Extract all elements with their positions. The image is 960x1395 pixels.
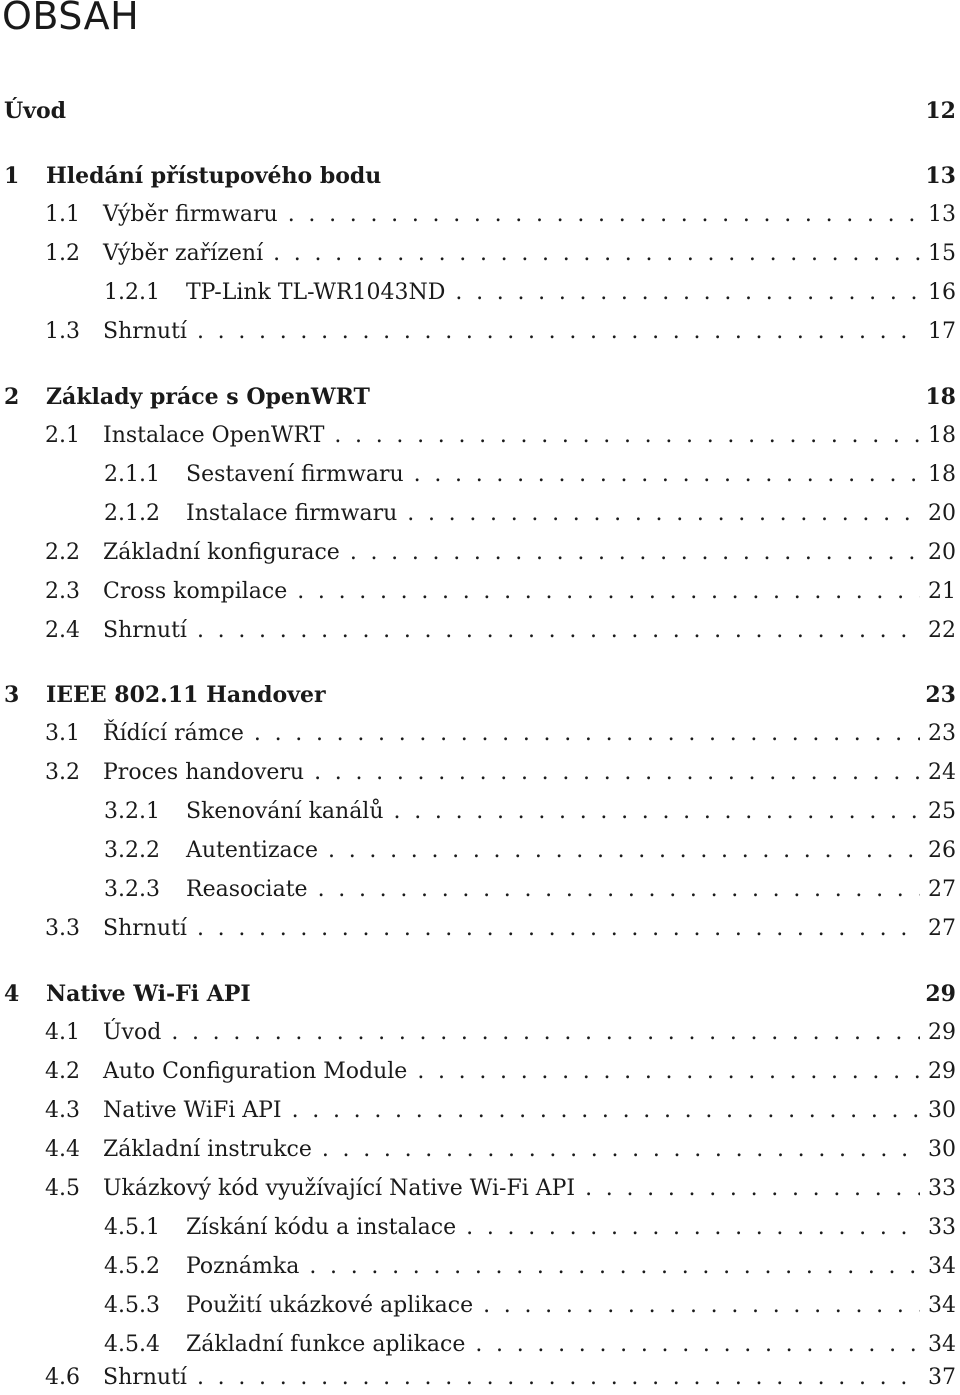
dot-leader <box>350 536 920 570</box>
toc-entry-title: Skenování kanálů <box>186 799 384 824</box>
toc-entry-page: 34 <box>928 1293 956 1318</box>
dot-leader <box>322 1133 920 1167</box>
toc-entry-page: 18 <box>925 384 956 410</box>
dot-leader <box>466 1211 920 1245</box>
toc-entry-number: 3 <box>4 682 20 708</box>
toc-entry-title: Hledání přístupového bodu <box>46 163 382 189</box>
dot-leader <box>328 834 920 868</box>
toc-entry-number: 4.4 <box>45 1137 80 1162</box>
dot-leader <box>297 575 920 609</box>
dot-leader <box>309 1250 920 1284</box>
toc-entry-4-4[interactable] <box>0 1133 956 1167</box>
toc-entry-number: 4.5.1 <box>104 1215 160 1240</box>
toc-entry-title: Ukázkový kód využívající Native Wi-Fi API <box>103 1176 576 1201</box>
toc-entry-title: Reasociate <box>186 877 308 902</box>
toc-entry-page: 16 <box>928 280 956 305</box>
toc-entry-title: Native Wi-Fi API <box>46 981 251 1007</box>
toc-entry-page: 18 <box>928 423 956 448</box>
dot-leader <box>273 237 920 271</box>
dot-leader <box>417 1055 920 1089</box>
toc-entry-page: 23 <box>928 721 956 746</box>
dot-leader <box>585 1172 920 1206</box>
toc-entry-title: Úvod <box>4 98 67 124</box>
toc-entry-2-2[interactable] <box>0 536 956 570</box>
toc-entry-page: 22 <box>928 618 956 643</box>
toc-entry-page: 26 <box>928 838 956 863</box>
toc-entry-page: 20 <box>928 540 956 565</box>
toc-entry-title: Výběr zařízení <box>103 241 264 266</box>
toc-entry-title: Poznámka <box>186 1254 300 1279</box>
dot-leader <box>254 717 920 751</box>
toc-entry-title: Úvod <box>103 1020 162 1045</box>
toc-entry-title: Sestavení firmwaru <box>186 462 404 487</box>
toc-entry-page: 29 <box>925 981 956 1007</box>
toc-entry-title: Základní instrukce <box>103 1137 312 1162</box>
toc-entry-number: 3.2.3 <box>104 877 160 902</box>
toc-entry-number: 1.3 <box>45 319 80 344</box>
toc-entry-number: 2.4 <box>45 618 80 643</box>
toc-entry-4-1[interactable] <box>0 1016 956 1050</box>
toc-entry-page: 21 <box>928 579 956 604</box>
toc-entry-title: Native WiFi API <box>103 1098 282 1123</box>
dot-leader <box>197 912 920 946</box>
toc-entry-number: 4.5.3 <box>104 1293 160 1318</box>
dot-leader <box>288 198 920 232</box>
toc-entry-number: 2 <box>4 384 20 410</box>
toc-entry-number: 1.2.1 <box>104 280 160 305</box>
toc-entry-chapter-3[interactable] <box>0 678 956 712</box>
toc-entry-3-1[interactable] <box>0 717 956 751</box>
toc-entry-page: 17 <box>928 319 956 344</box>
toc-entry-number: 3.2 <box>45 760 80 785</box>
toc-entry-2-3[interactable] <box>0 575 956 609</box>
toc-entry-title: Auto Configuration Module <box>103 1059 408 1084</box>
dot-leader <box>475 1328 920 1362</box>
toc-entry-title: Instalace firmwaru <box>186 501 398 526</box>
toc-entry-page: 33 <box>928 1176 956 1201</box>
toc-entry-number: 4.2 <box>45 1059 80 1084</box>
toc-entry-title: Použití ukázkové aplikace <box>186 1293 474 1318</box>
toc-entry-intro[interactable] <box>0 94 956 128</box>
toc-entry-page: 29 <box>928 1020 956 1045</box>
toc-entry-page: 27 <box>928 916 956 941</box>
toc-entry-1-3[interactable] <box>0 315 956 349</box>
toc-entry-page: 18 <box>928 462 956 487</box>
toc-entry-page: 30 <box>928 1098 956 1123</box>
toc-entry-3-3[interactable] <box>0 912 956 946</box>
toc-entry-number: 4.5.4 <box>104 1332 160 1357</box>
toc-entry-number: 2.1.2 <box>104 501 160 526</box>
toc-entry-4-5-4[interactable] <box>0 1328 956 1362</box>
toc-entry-4-6[interactable] <box>0 1361 956 1395</box>
toc-entry-number: 3.3 <box>45 916 80 941</box>
toc-entry-page: 33 <box>928 1215 956 1240</box>
dot-leader <box>414 458 920 492</box>
toc-entry-page: 27 <box>928 877 956 902</box>
toc-entry-page: 13 <box>925 163 956 189</box>
toc-entry-title: IEEE 802.11 Handover <box>46 682 326 708</box>
toc-entry-3-2-2[interactable] <box>0 834 956 868</box>
toc-entry-number: 2.1 <box>45 423 80 448</box>
dot-leader <box>197 614 920 648</box>
toc-entry-4-5-1[interactable] <box>0 1211 956 1245</box>
toc-entry-page: 13 <box>928 202 956 227</box>
toc-entry-page: 30 <box>928 1137 956 1162</box>
toc-entry-4-5[interactable] <box>0 1172 956 1206</box>
toc-entry-title: Proces handoveru <box>103 760 305 785</box>
page-title: OBSAH <box>2 0 140 38</box>
toc-entry-number: 4.3 <box>45 1098 80 1123</box>
toc-entry-3-2[interactable] <box>0 756 956 790</box>
toc-entry-title: Shrnutí <box>103 319 187 344</box>
toc-entry-2-4[interactable] <box>0 614 956 648</box>
dot-leader <box>292 1094 920 1128</box>
toc-entry-title: Instalace OpenWRT <box>103 423 325 448</box>
toc-entry-chapter-1[interactable] <box>0 159 956 193</box>
toc-entry-1-2-1[interactable] <box>0 276 956 310</box>
toc-entry-2-1-2[interactable] <box>0 497 956 531</box>
toc-entry-page: 20 <box>928 501 956 526</box>
toc-entry-title: Shrnutí <box>103 618 187 643</box>
toc-entry-number: 4.5.2 <box>104 1254 160 1279</box>
dot-leader <box>197 1361 920 1395</box>
toc-entry-4-5-3[interactable] <box>0 1289 956 1323</box>
toc-entry-number: 4.5 <box>45 1176 80 1201</box>
toc-entry-title: Základní funkce aplikace <box>186 1332 466 1357</box>
toc-entry-page: 25 <box>928 799 956 824</box>
toc-entry-number: 3.2.2 <box>104 838 160 863</box>
toc-entry-number: 4 <box>4 981 20 1007</box>
dot-leader <box>314 756 920 790</box>
dot-leader <box>171 1016 920 1050</box>
dot-leader <box>394 795 920 829</box>
toc-entry-title: Základní konfigurace <box>103 540 340 565</box>
dot-leader <box>407 497 920 531</box>
toc-entry-4-2[interactable] <box>0 1055 956 1089</box>
toc-entry-1-2[interactable] <box>0 237 956 271</box>
toc-entry-number: 2.3 <box>45 579 80 604</box>
toc-entry-page: 12 <box>925 98 956 124</box>
toc-entry-page: 34 <box>928 1332 956 1357</box>
toc-entry-title: Řídící rámce <box>103 721 244 746</box>
toc-entry-page: 34 <box>928 1254 956 1279</box>
toc-entry-chapter-4[interactable] <box>0 977 956 1011</box>
dot-leader <box>455 276 920 310</box>
toc-entry-3-2-3[interactable] <box>0 873 956 907</box>
toc-entry-number: 1.1 <box>45 202 80 227</box>
toc-entry-number: 4.1 <box>45 1020 80 1045</box>
toc-entry-title: Základy práce s OpenWRT <box>46 384 370 410</box>
toc-entry-number: 1.2 <box>45 241 80 266</box>
toc-entry-title: Cross kompilace <box>103 579 288 604</box>
toc-entry-page: 23 <box>925 682 956 708</box>
dot-leader <box>334 419 920 453</box>
toc-entry-title: Autentizace <box>186 838 319 863</box>
toc-entry-page: 29 <box>928 1059 956 1084</box>
toc-entry-title: Výběr firmwaru <box>103 202 278 227</box>
toc-entry-4-3[interactable] <box>0 1094 956 1128</box>
toc-entry-number: 1 <box>4 163 20 189</box>
toc-entry-page: 37 <box>928 1365 956 1390</box>
dot-leader <box>197 315 920 349</box>
toc-entry-number: 2.1.1 <box>104 462 160 487</box>
dot-leader <box>483 1289 920 1323</box>
toc-entry-page: 24 <box>928 760 956 785</box>
toc-entry-number: 4.6 <box>45 1365 80 1390</box>
toc-entry-page: 15 <box>928 241 956 266</box>
toc-entry-title: Shrnutí <box>103 1365 187 1390</box>
toc-entry-number: 3.1 <box>45 721 80 746</box>
toc-entry-3-2-1[interactable] <box>0 795 956 829</box>
toc-entry-title: Shrnutí <box>103 916 187 941</box>
toc-entry-number: 2.2 <box>45 540 80 565</box>
dot-leader <box>318 873 920 907</box>
toc-entry-2-1-1[interactable] <box>0 458 956 492</box>
toc-entry-title: Získání kódu a instalace <box>186 1215 457 1240</box>
toc-entry-1-1[interactable] <box>0 198 956 232</box>
toc-entry-2-1[interactable] <box>0 419 956 453</box>
toc-entry-title: TP-Link TL-WR1043ND <box>186 280 446 305</box>
toc-entry-chapter-2[interactable] <box>0 380 956 414</box>
toc-entry-4-5-2[interactable] <box>0 1250 956 1284</box>
toc-entry-number: 3.2.1 <box>104 799 160 824</box>
